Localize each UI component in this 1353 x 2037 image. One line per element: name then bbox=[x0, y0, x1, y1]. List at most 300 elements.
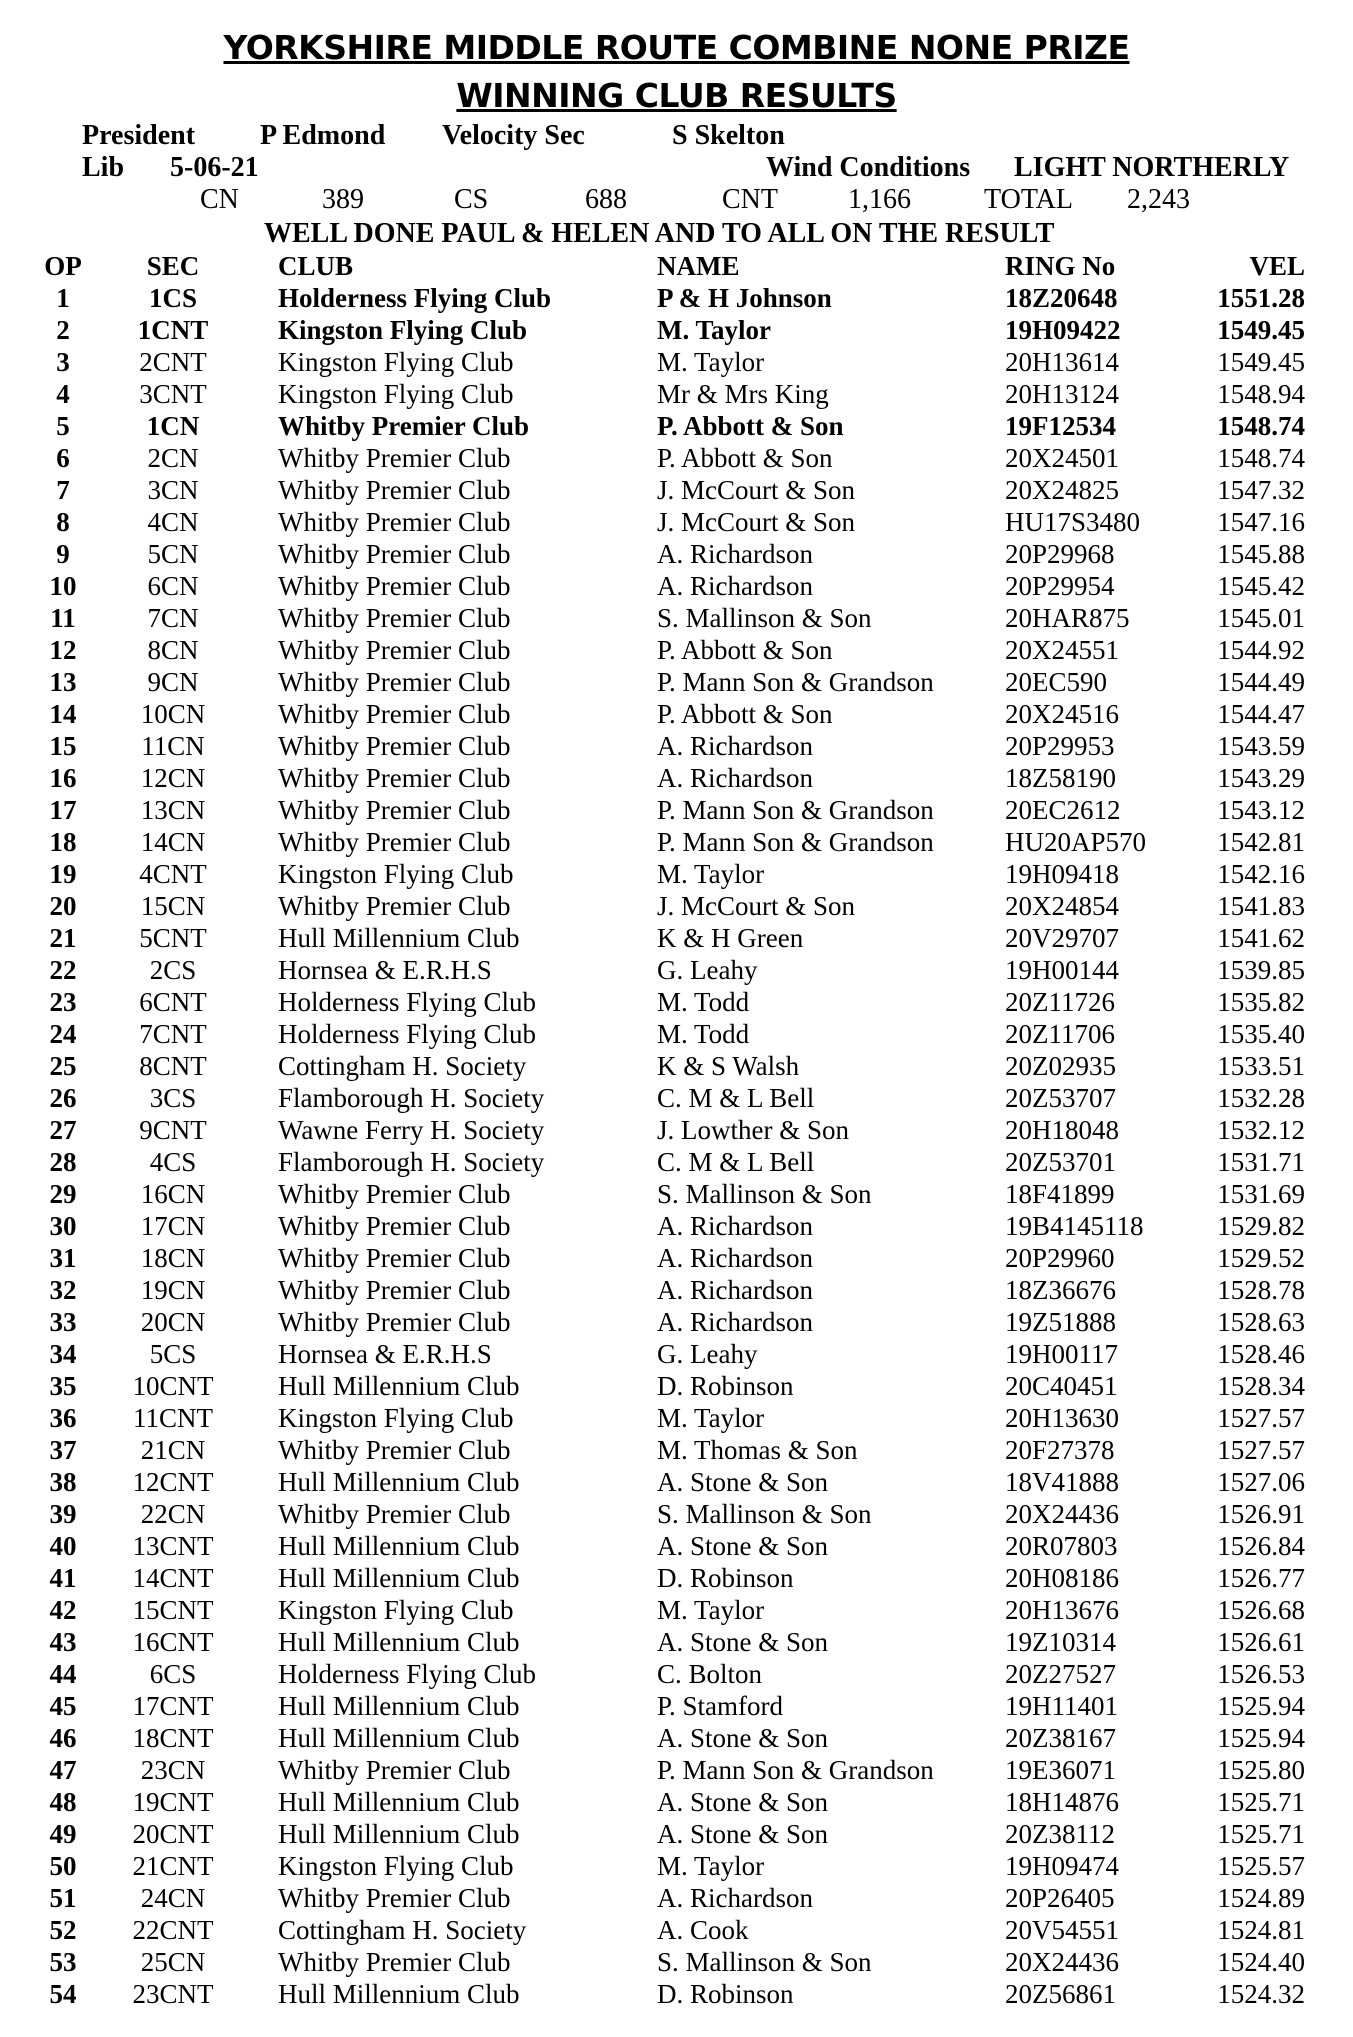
table-row bbox=[0, 1050, 1353, 1082]
cell-club: Whitby Premier Club bbox=[278, 1275, 511, 1305]
total-count: 2,243 bbox=[1127, 184, 1190, 215]
cell-sec: 19CN bbox=[140, 1275, 206, 1305]
cnt-count: 1,166 bbox=[848, 184, 911, 215]
cell-op: 21 bbox=[49, 923, 77, 953]
cell-ring: 18Z36676 bbox=[1005, 1275, 1116, 1305]
cell-name: J. McCourt & Son bbox=[657, 475, 856, 505]
cell-ring: 20P29954 bbox=[1005, 571, 1115, 601]
cell-op: 23 bbox=[49, 987, 77, 1017]
table-row bbox=[0, 442, 1353, 474]
cell-vel: 1527.57 bbox=[1217, 1435, 1305, 1465]
cell-name: A. Stone & Son bbox=[657, 1723, 829, 1753]
cell-vel: 1545.42 bbox=[1217, 571, 1305, 601]
cs-label: CS bbox=[454, 184, 489, 215]
table-body bbox=[0, 282, 1353, 2010]
table-row bbox=[0, 1306, 1353, 1338]
cell-vel: 1525.71 bbox=[1217, 1819, 1305, 1849]
table-row bbox=[0, 922, 1353, 954]
cell-name: P. Abbott & Son bbox=[657, 635, 833, 665]
cell-sec: 5CNT bbox=[139, 923, 207, 953]
cell-sec: 22CNT bbox=[132, 1915, 214, 1945]
cell-vel: 1535.82 bbox=[1217, 987, 1305, 1017]
president-label: President bbox=[82, 120, 196, 151]
cell-vel: 1548.74 bbox=[1217, 411, 1305, 441]
cell-name: A. Stone & Son bbox=[657, 1531, 829, 1561]
cell-sec: 20CNT bbox=[132, 1819, 214, 1849]
cell-name: P. Abbott & Son bbox=[657, 699, 833, 729]
cell-ring: 19Z51888 bbox=[1005, 1307, 1116, 1337]
cell-name: A. Richardson bbox=[657, 1211, 813, 1241]
cell-vel: 1547.16 bbox=[1217, 507, 1305, 537]
cell-club: Whitby Premier Club bbox=[278, 1435, 511, 1465]
cell-name: G. Leahy bbox=[657, 1339, 758, 1369]
cell-op: 20 bbox=[49, 891, 77, 921]
table-row bbox=[0, 1978, 1353, 2010]
table-row bbox=[0, 1914, 1353, 1946]
table-row bbox=[0, 1626, 1353, 1658]
cell-vel: 1528.34 bbox=[1217, 1371, 1305, 1401]
cell-op: 5 bbox=[56, 411, 70, 441]
cell-sec: 13CN bbox=[140, 795, 206, 825]
cell-sec: 23CN bbox=[140, 1755, 206, 1785]
cell-ring: 20H18048 bbox=[1005, 1115, 1119, 1145]
table-row bbox=[0, 1338, 1353, 1370]
cell-vel: 1532.28 bbox=[1217, 1083, 1305, 1113]
cell-ring: 19B4145118 bbox=[1005, 1211, 1144, 1241]
cell-vel: 1544.47 bbox=[1217, 699, 1305, 729]
cell-vel: 1526.53 bbox=[1217, 1659, 1305, 1689]
cell-vel: 1533.51 bbox=[1217, 1051, 1305, 1081]
table-row bbox=[0, 1402, 1353, 1434]
cell-op: 26 bbox=[49, 1083, 77, 1113]
cell-sec: 15CNT bbox=[132, 1595, 214, 1625]
cell-club: Hull Millennium Club bbox=[278, 1371, 520, 1401]
table-row bbox=[0, 1722, 1353, 1754]
cell-club: Kingston Flying Club bbox=[278, 315, 528, 345]
cell-sec: 18CNT bbox=[132, 1723, 214, 1753]
document-title: YORKSHIRE MIDDLE ROUTE COMBINE NONE PRIZE bbox=[223, 28, 1130, 67]
table-row bbox=[0, 410, 1353, 442]
cell-club: Holderness Flying Club bbox=[278, 283, 552, 313]
cell-ring: 19H00144 bbox=[1005, 955, 1119, 985]
cell-ring: 18Z58190 bbox=[1005, 763, 1116, 793]
header-ring: RING No bbox=[1005, 251, 1116, 281]
cell-club: Hull Millennium Club bbox=[278, 1691, 520, 1721]
cell-vel: 1542.16 bbox=[1217, 859, 1305, 889]
cell-name: J. McCourt & Son bbox=[657, 507, 856, 537]
cell-op: 17 bbox=[49, 795, 77, 825]
table-row bbox=[0, 890, 1353, 922]
cell-sec: 5CS bbox=[149, 1339, 197, 1369]
cell-vel: 1531.71 bbox=[1217, 1147, 1305, 1177]
cell-club: Holderness Flying Club bbox=[278, 987, 537, 1017]
table-row bbox=[0, 1114, 1353, 1146]
cell-ring: 20X24501 bbox=[1005, 443, 1119, 473]
cell-club: Whitby Premier Club bbox=[278, 763, 511, 793]
cell-vel: 1541.83 bbox=[1217, 891, 1305, 921]
cell-club: Whitby Premier Club bbox=[278, 475, 511, 505]
cell-club: Kingston Flying Club bbox=[278, 1403, 514, 1433]
cell-sec: 8CN bbox=[147, 635, 199, 665]
cell-vel: 1525.80 bbox=[1217, 1755, 1305, 1785]
header-vel: VEL bbox=[1249, 251, 1305, 281]
cell-club: Whitby Premier Club bbox=[278, 699, 511, 729]
cell-name: D. Robinson bbox=[657, 1563, 794, 1593]
table-row bbox=[0, 1818, 1353, 1850]
table-row bbox=[0, 1786, 1353, 1818]
table-row bbox=[0, 346, 1353, 378]
cell-op: 9 bbox=[56, 539, 70, 569]
cell-sec: 7CNT bbox=[139, 1019, 207, 1049]
document-subtitle: WINNING CLUB RESULTS bbox=[456, 76, 897, 115]
cell-op: 44 bbox=[49, 1659, 77, 1689]
congratulations-message: WELL DONE PAUL & HELEN AND TO ALL ON THE RESULT bbox=[264, 218, 1055, 249]
cell-sec: 3CN bbox=[147, 475, 199, 505]
cell-name: P. Mann Son & Grandson bbox=[657, 667, 934, 697]
cell-vel: 1548.94 bbox=[1217, 379, 1305, 409]
cell-ring: 18Z20648 bbox=[1005, 283, 1118, 313]
cell-op: 33 bbox=[49, 1307, 77, 1337]
cell-club: Whitby Premier Club bbox=[278, 891, 511, 921]
cell-ring: 20X24436 bbox=[1005, 1947, 1119, 1977]
cell-sec: 20CN bbox=[140, 1307, 206, 1337]
cell-club: Whitby Premier Club bbox=[278, 603, 511, 633]
cell-sec: 7CN bbox=[147, 603, 199, 633]
cell-ring: 20P29968 bbox=[1005, 539, 1115, 569]
cell-vel: 1545.01 bbox=[1217, 603, 1305, 633]
cell-name: C. M & L Bell bbox=[657, 1147, 815, 1177]
table-row bbox=[0, 1562, 1353, 1594]
cell-sec: 15CN bbox=[140, 891, 206, 921]
table-row bbox=[0, 1434, 1353, 1466]
table-row bbox=[0, 1658, 1353, 1690]
header-op: OP bbox=[44, 251, 82, 281]
cell-op: 37 bbox=[49, 1435, 77, 1465]
cell-op: 39 bbox=[49, 1499, 77, 1529]
table-row bbox=[0, 666, 1353, 698]
cell-club: Holderness Flying Club bbox=[278, 1659, 537, 1689]
cell-club: Whitby Premier Club bbox=[278, 827, 511, 857]
cell-op: 8 bbox=[56, 507, 70, 537]
lib-date: 5-06-21 bbox=[170, 152, 259, 183]
cell-sec: 9CNT bbox=[139, 1115, 207, 1145]
cell-op: 50 bbox=[49, 1851, 77, 1881]
cell-sec: 3CS bbox=[149, 1083, 197, 1113]
table-row bbox=[0, 858, 1353, 890]
cell-op: 32 bbox=[49, 1275, 77, 1305]
cell-op: 15 bbox=[49, 731, 77, 761]
cell-ring: 20X24436 bbox=[1005, 1499, 1119, 1529]
cell-vel: 1549.45 bbox=[1217, 347, 1305, 377]
velocity-sec-value: S Skelton bbox=[672, 120, 785, 151]
cell-vel: 1524.89 bbox=[1217, 1883, 1305, 1913]
cell-vel: 1545.88 bbox=[1217, 539, 1305, 569]
cell-name: P. Mann Son & Grandson bbox=[657, 827, 934, 857]
cell-name: C. Bolton bbox=[657, 1659, 763, 1689]
cell-sec: 9CN bbox=[147, 667, 199, 697]
cell-vel: 1535.40 bbox=[1217, 1019, 1305, 1049]
cell-club: Kingston Flying Club bbox=[278, 1851, 514, 1881]
cell-op: 3 bbox=[56, 347, 70, 377]
cell-name: K & H Green bbox=[657, 923, 804, 953]
cell-club: Whitby Premier Club bbox=[278, 1947, 511, 1977]
cell-op: 48 bbox=[49, 1787, 77, 1817]
cell-club: Hull Millennium Club bbox=[278, 923, 520, 953]
cell-name: S. Mallinson & Son bbox=[657, 1947, 872, 1977]
table-row bbox=[0, 1242, 1353, 1274]
cell-sec: 21CN bbox=[140, 1435, 206, 1465]
cell-club: Hull Millennium Club bbox=[278, 1819, 520, 1849]
cell-op: 53 bbox=[49, 1947, 77, 1977]
cell-op: 2 bbox=[56, 315, 70, 345]
cell-op: 19 bbox=[49, 859, 77, 889]
cell-op: 29 bbox=[49, 1179, 77, 1209]
cell-name: S. Mallinson & Son bbox=[657, 603, 872, 633]
cell-ring: 20Z02935 bbox=[1005, 1051, 1116, 1081]
cell-sec: 6CS bbox=[149, 1659, 197, 1689]
table-row bbox=[0, 1850, 1353, 1882]
cell-ring: 20EC590 bbox=[1005, 667, 1108, 697]
cell-sec: 11CN bbox=[141, 731, 205, 761]
lib-label: Lib bbox=[82, 152, 125, 183]
cell-sec: 17CN bbox=[140, 1211, 206, 1241]
cell-vel: 1526.68 bbox=[1217, 1595, 1305, 1625]
cell-op: 12 bbox=[49, 635, 77, 665]
cell-ring: 20EC2612 bbox=[1005, 795, 1121, 825]
header-name: NAME bbox=[657, 251, 740, 281]
cell-op: 18 bbox=[49, 827, 77, 857]
cell-vel: 1525.94 bbox=[1217, 1723, 1305, 1753]
table-row bbox=[0, 1946, 1353, 1978]
cell-op: 42 bbox=[49, 1595, 77, 1625]
table-row bbox=[0, 378, 1353, 410]
cell-ring: HU17S3480 bbox=[1005, 507, 1141, 537]
cell-op: 11 bbox=[50, 603, 76, 633]
cell-vel: 1526.84 bbox=[1217, 1531, 1305, 1561]
cell-op: 47 bbox=[49, 1755, 77, 1785]
cell-sec: 13CNT bbox=[132, 1531, 214, 1561]
cell-name: A. Richardson bbox=[657, 571, 813, 601]
cell-name: A. Richardson bbox=[657, 539, 813, 569]
cell-name: J. Lowther & Son bbox=[657, 1115, 849, 1145]
table-row bbox=[0, 986, 1353, 1018]
cell-name: D. Robinson bbox=[657, 1979, 794, 2009]
cell-op: 54 bbox=[49, 1979, 77, 2009]
cell-club: Hull Millennium Club bbox=[278, 1787, 520, 1817]
cell-vel: 1543.12 bbox=[1217, 795, 1305, 825]
cell-name: A. Stone & Son bbox=[657, 1467, 829, 1497]
wind-conditions-value: LIGHT NORTHERLY bbox=[1014, 152, 1290, 183]
cell-ring: 20H08186 bbox=[1005, 1563, 1119, 1593]
table-row bbox=[0, 1018, 1353, 1050]
cell-sec: 21CNT bbox=[132, 1851, 214, 1881]
cell-vel: 1531.69 bbox=[1217, 1179, 1305, 1209]
cell-name: M. Taylor bbox=[657, 347, 765, 377]
cell-sec: 4CS bbox=[149, 1147, 197, 1177]
cell-ring: 20P26405 bbox=[1005, 1883, 1115, 1913]
cell-vel: 1525.94 bbox=[1217, 1691, 1305, 1721]
cell-name: P. Abbott & Son bbox=[657, 411, 844, 441]
cell-name: M. Taylor bbox=[657, 315, 772, 345]
cell-vel: 1547.32 bbox=[1217, 475, 1305, 505]
cell-name: A. Richardson bbox=[657, 1883, 813, 1913]
table-row bbox=[0, 1178, 1353, 1210]
velocity-sec-label: Velocity Sec bbox=[442, 120, 585, 151]
cell-vel: 1524.32 bbox=[1217, 1979, 1305, 2009]
table-row bbox=[0, 762, 1353, 794]
cell-club: Kingston Flying Club bbox=[278, 379, 514, 409]
cell-club: Whitby Premier Club bbox=[278, 635, 511, 665]
cs-count: 688 bbox=[585, 184, 627, 215]
table-row bbox=[0, 1882, 1353, 1914]
cell-ring: 20V29707 bbox=[1005, 923, 1119, 953]
cell-ring: 20R07803 bbox=[1005, 1531, 1118, 1561]
cell-sec: 19CNT bbox=[132, 1787, 214, 1817]
table-row bbox=[0, 634, 1353, 666]
cell-club: Hornsea & E.R.H.S bbox=[278, 1339, 492, 1369]
cell-ring: HU20AP570 bbox=[1005, 827, 1147, 857]
cell-club: Hull Millennium Club bbox=[278, 1979, 520, 2009]
cell-ring: 20X24825 bbox=[1005, 475, 1119, 505]
cell-name: A. Stone & Son bbox=[657, 1787, 829, 1817]
cell-ring: 19H00117 bbox=[1005, 1339, 1118, 1369]
cell-club: Holderness Flying Club bbox=[278, 1019, 537, 1049]
cell-name: Mr & Mrs King bbox=[657, 379, 829, 409]
cell-club: Hull Millennium Club bbox=[278, 1563, 520, 1593]
cell-op: 40 bbox=[49, 1531, 77, 1561]
cell-ring: 19H11401 bbox=[1005, 1691, 1118, 1721]
cell-club: Flamborough H. Society bbox=[278, 1147, 545, 1177]
cell-club: Kingston Flying Club bbox=[278, 1595, 514, 1625]
cell-op: 27 bbox=[49, 1115, 77, 1145]
cell-club: Whitby Premier Club bbox=[278, 1243, 511, 1273]
cell-op: 7 bbox=[56, 475, 70, 505]
cell-sec: 23CNT bbox=[132, 1979, 214, 2009]
cell-sec: 1CNT bbox=[137, 315, 209, 345]
cell-vel: 1526.61 bbox=[1217, 1627, 1305, 1657]
cell-ring: 19H09474 bbox=[1005, 1851, 1119, 1881]
table-row bbox=[0, 1210, 1353, 1242]
cell-ring: 20Z38112 bbox=[1005, 1819, 1115, 1849]
cell-op: 43 bbox=[49, 1627, 77, 1657]
president-value: P Edmond bbox=[260, 120, 386, 151]
table-row bbox=[0, 570, 1353, 602]
cell-op: 35 bbox=[49, 1371, 77, 1401]
cell-vel: 1527.57 bbox=[1217, 1403, 1305, 1433]
cell-sec: 2CNT bbox=[139, 347, 207, 377]
cell-sec: 3CNT bbox=[139, 379, 207, 409]
total-label: TOTAL bbox=[984, 184, 1074, 215]
cell-sec: 12CNT bbox=[132, 1467, 214, 1497]
cell-ring: 20X24854 bbox=[1005, 891, 1119, 921]
cell-vel: 1526.77 bbox=[1217, 1563, 1305, 1593]
cell-name: M. Taylor bbox=[657, 859, 765, 889]
cell-ring: 19Z10314 bbox=[1005, 1627, 1116, 1657]
cell-club: Kingston Flying Club bbox=[278, 859, 514, 889]
cell-ring: 19H09422 bbox=[1005, 315, 1121, 345]
cell-ring: 19F12534 bbox=[1005, 411, 1116, 441]
table-row bbox=[0, 1274, 1353, 1306]
cn-count: 389 bbox=[322, 184, 364, 215]
results-table bbox=[0, 250, 1353, 2010]
cell-op: 36 bbox=[49, 1403, 77, 1433]
cell-vel: 1543.29 bbox=[1217, 763, 1305, 793]
cell-club: Whitby Premier Club bbox=[278, 1179, 511, 1209]
cell-name: P. Mann Son & Grandson bbox=[657, 1755, 934, 1785]
table-row bbox=[0, 538, 1353, 570]
cell-vel: 1551.28 bbox=[1217, 283, 1305, 313]
cell-ring: 20H13614 bbox=[1005, 347, 1119, 377]
cell-sec: 6CNT bbox=[139, 987, 207, 1017]
cell-sec: 4CNT bbox=[139, 859, 207, 889]
cell-op: 14 bbox=[49, 699, 77, 729]
cell-name: P. Mann Son & Grandson bbox=[657, 795, 934, 825]
cell-name: A. Richardson bbox=[657, 1275, 813, 1305]
cell-club: Hornsea & E.R.H.S bbox=[278, 955, 492, 985]
table-row bbox=[0, 282, 1353, 314]
cell-name: G. Leahy bbox=[657, 955, 758, 985]
cell-ring: 20Z27527 bbox=[1005, 1659, 1116, 1689]
cell-ring: 20F27378 bbox=[1005, 1435, 1115, 1465]
cell-club: Cottingham H. Society bbox=[278, 1051, 527, 1081]
cell-ring: 20HAR875 bbox=[1005, 603, 1130, 633]
table-row bbox=[0, 1370, 1353, 1402]
cell-op: 34 bbox=[49, 1339, 77, 1369]
cell-ring: 20P29953 bbox=[1005, 731, 1115, 761]
table-row bbox=[0, 794, 1353, 826]
cell-ring: 20V54551 bbox=[1005, 1915, 1119, 1945]
cell-club: Flamborough H. Society bbox=[278, 1083, 545, 1113]
cell-vel: 1542.81 bbox=[1217, 827, 1305, 857]
header-club: CLUB bbox=[278, 251, 354, 281]
cell-vel: 1528.78 bbox=[1217, 1275, 1305, 1305]
cell-name: P & H Johnson bbox=[657, 283, 832, 313]
cell-op: 49 bbox=[49, 1819, 77, 1849]
cell-name: P. Stamford bbox=[657, 1691, 784, 1721]
cell-club: Hull Millennium Club bbox=[278, 1467, 520, 1497]
cell-sec: 25CN bbox=[140, 1947, 206, 1977]
cell-club: Whitby Premier Club bbox=[278, 731, 511, 761]
cell-club: Whitby Premier Club bbox=[278, 443, 511, 473]
table-row bbox=[0, 1082, 1353, 1114]
cell-name: M. Taylor bbox=[657, 1403, 765, 1433]
cell-ring: 20Z11726 bbox=[1005, 987, 1115, 1017]
cell-club: Whitby Premier Club bbox=[278, 507, 511, 537]
cell-ring: 20H13124 bbox=[1005, 379, 1119, 409]
cell-sec: 16CN bbox=[140, 1179, 206, 1209]
cell-name: K & S Walsh bbox=[657, 1051, 800, 1081]
cell-op: 41 bbox=[49, 1563, 77, 1593]
cell-op: 13 bbox=[49, 667, 77, 697]
cell-name: A. Richardson bbox=[657, 1243, 813, 1273]
table-row bbox=[0, 314, 1353, 346]
cell-name: D. Robinson bbox=[657, 1371, 794, 1401]
cell-sec: 4CN bbox=[147, 507, 199, 537]
cell-sec: 1CS bbox=[148, 283, 197, 313]
cell-op: 10 bbox=[49, 571, 77, 601]
cell-op: 52 bbox=[49, 1915, 77, 1945]
cell-ring: 20H13676 bbox=[1005, 1595, 1119, 1625]
table-row bbox=[0, 1690, 1353, 1722]
cell-name: A. Richardson bbox=[657, 763, 813, 793]
cell-vel: 1528.63 bbox=[1217, 1307, 1305, 1337]
cell-ring: 20X24516 bbox=[1005, 699, 1119, 729]
cell-sec: 10CNT bbox=[132, 1371, 214, 1401]
cell-op: 31 bbox=[49, 1243, 77, 1273]
header-sec: SEC bbox=[146, 251, 200, 281]
cell-name: A. Stone & Son bbox=[657, 1627, 829, 1657]
table-row bbox=[0, 474, 1353, 506]
